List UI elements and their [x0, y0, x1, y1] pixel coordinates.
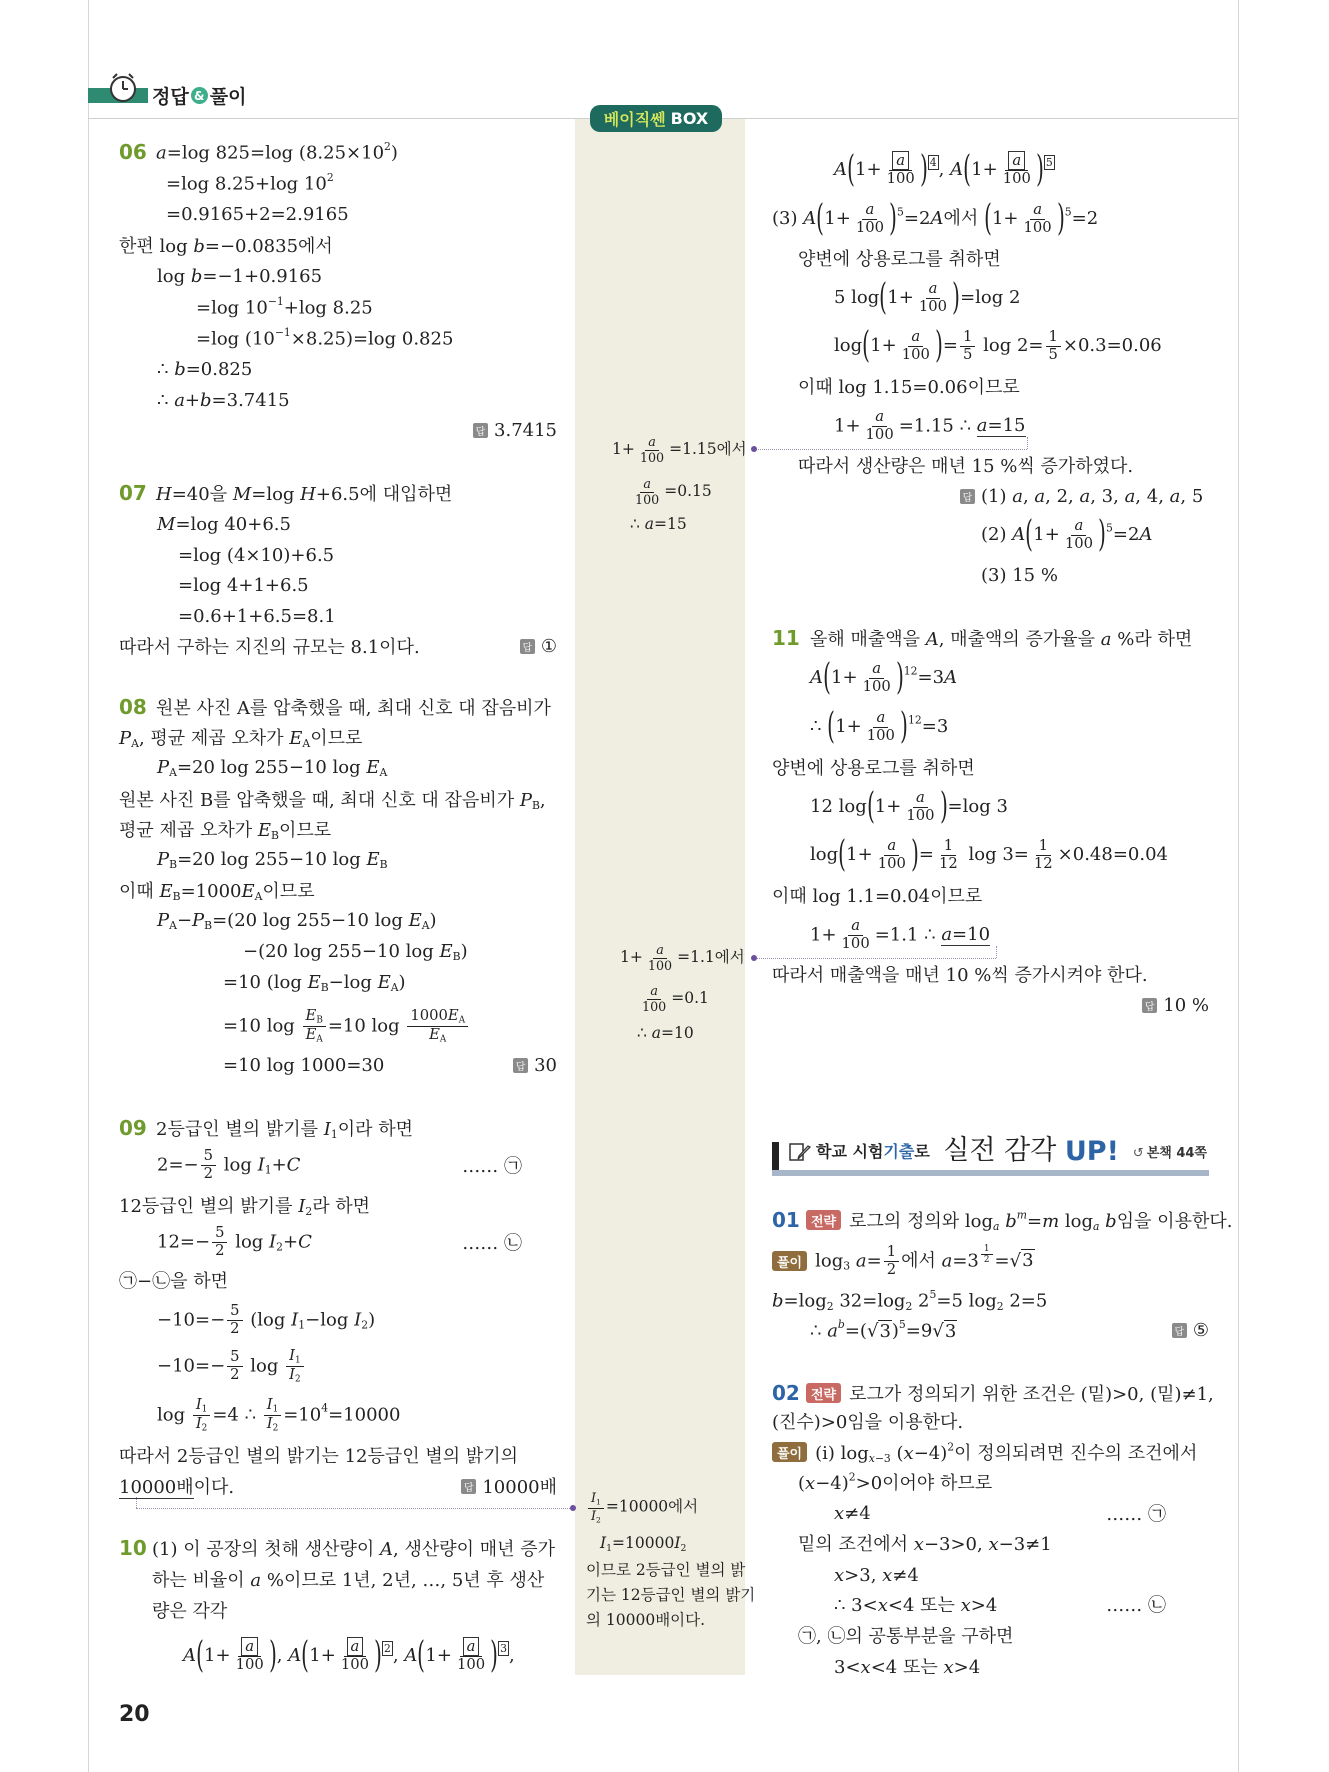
math-text: x>3, x≠4 [834, 1564, 919, 1586]
math-text: 따라서 구하는 지진의 규모는 8.1이다. [119, 637, 420, 658]
heading-big: 실전 감각 [943, 1135, 1065, 1166]
connector-line [996, 946, 997, 958]
math-text: 양변에 상용로그를 취하면 [772, 758, 975, 779]
math-text: log $\frac{I_1}{I_2}$ =4 ∴ $\frac{I_1}{I_2}$ $=10^4=10000$ [157, 1395, 401, 1434]
math-text: 10 % [1163, 994, 1209, 1016]
strategy-tag: 전략 [806, 1383, 841, 1403]
badge-label-a: 베이직쎈 [603, 110, 666, 129]
math-text: $P_A-P_B=(20$ log 255−10 $\log E_A$) [157, 909, 437, 933]
math-text: 2=− $\frac{5}{2}$ $\log I_1+C$ [157, 1146, 301, 1182]
strategy-tag: 전략 [806, 1210, 841, 1230]
section-title [152, 82, 246, 109]
math-text: ∴ $a^b=(√3)^5=9√3$ [810, 1318, 957, 1342]
math-text: 양변에 상용로그를 취하면 [798, 249, 1001, 270]
badge-label-b: BOX [670, 109, 709, 128]
math-text: ㉠−㉡을 하면 [119, 1271, 228, 1292]
answer-icon: 답 [513, 1058, 528, 1073]
math-text: (1) a, a, 2, a, 3, a, 4, a, 5 [981, 485, 1204, 507]
math-text: 10000배 [482, 1477, 557, 1498]
connector-dot [751, 446, 757, 452]
math-text: 따라서 매출액을 매년 10 %씩 증가시켜야 한다. [772, 965, 1148, 986]
math-text: =10 (log $E_B-\log$ $E_A$) [223, 971, 406, 995]
math-text: ∴ (1+ $\frac{a}{100}$ )$^{12}$=3 [810, 706, 949, 747]
connector-dot [570, 1505, 576, 1511]
math-text: 의 10000배이다. [586, 1611, 706, 1629]
math-text: 3.7415 [494, 419, 557, 441]
solution-tag: 풀이 [772, 1251, 807, 1271]
math-text: $\frac{a}{100}$ =0.1 [642, 982, 709, 1014]
math-text: $\log_3 a=$ $\frac{1}{2}$ 에서 a=3 $^{\frac{1}{2}}$ =√3 [815, 1242, 1034, 1278]
math-text: 1+ $\frac{a}{100}$ =1.15 ∴ a=15 [834, 407, 1026, 443]
math-text: =log 4+1+6.5 [178, 574, 309, 596]
answer-icon: 답 [1172, 1323, 1187, 1338]
answer-icon: 답 [473, 423, 488, 438]
math-text: (3) A(1+ $\frac{a}{100}$ )$^5$=2A에서 (1+ $\frac{a}{100}$ )$^5$=2 [772, 198, 1099, 239]
answer-icon: 답 [461, 1479, 476, 1494]
page-number: 20 [119, 1702, 150, 1727]
math-text: 12 log(1+ $\frac{a}{100}$ )=log 3 [810, 786, 1008, 827]
math-text: $b=\log_2$ $32=\log_2$ $2^5=5$ $\log_2 2=5$ [772, 1287, 1048, 1313]
math-text: 이때 log 1.15=0.06이므로 [798, 377, 1020, 398]
math-text: 3<x<4 또는 x>4 [834, 1657, 981, 1678]
math-text: ⑤ [1192, 1319, 1209, 1341]
math-text: 로그의 정의와 $\log_a b^m=m$ $\log_a b$임을 이용한다. [849, 1208, 1233, 1234]
math-text: log(1+ $\frac{a}{100}$ )= $\frac{1}{12}$ log 3= $\frac{1}{12}$ ×0.48=0.04 [810, 834, 1168, 875]
math-text: A(1+ $\frac{a}{100}$ ), A(1+ $\frac{a}{100}$ ) $^2$ , A(1+ $\frac{a}{100}$ ) $^3$ , [183, 1635, 515, 1676]
connector-line [136, 1508, 570, 1509]
math-text: 기는 12등급인 별의 밝기 [586, 1586, 756, 1604]
math-text: ∴ b=0.825 [157, 358, 253, 380]
connector-dot [751, 955, 757, 961]
math-text: log b=−1+0.9165 [157, 265, 323, 287]
heading-up: UP! [1064, 1136, 1119, 1167]
math-text: 1+ $\frac{a}{100}$ =1.1에서 [620, 941, 745, 973]
math-text: 12=− $\frac{5}{2}$ $\log I_2+C$ [157, 1223, 312, 1259]
math-text: ∴ a=15 [630, 515, 687, 533]
basic-box-column [575, 119, 745, 1675]
basic-box-badge [590, 105, 722, 132]
math-text: (2) A(1+ $\frac{a}{100}$ )$^5$=2A [981, 514, 1153, 555]
page-border-left [88, 0, 89, 1772]
connector-line [755, 449, 1027, 450]
math-text: $(x-4)^2>0$이어야 하므로 [798, 1470, 993, 1494]
page-border-right [1238, 0, 1239, 1772]
ampersand-badge: & [191, 87, 208, 104]
math-text: a=log 825=log $(8.25\times 10^2)$ [156, 140, 398, 164]
math-text: =log $10^{-1}+\log$ 8.25 [196, 295, 373, 319]
math-text: ㉠, ㉡의 공통부분을 구하면 [798, 1626, 1014, 1647]
math-text: 올해 매출액을 A, 매출액의 증가율을 a %라 하면 [810, 629, 1193, 650]
answer-icon: 답 [1142, 998, 1157, 1013]
math-text: $I_1=10000I_2$ [600, 1534, 687, 1554]
math-text: −10=− $\frac{5}{2}$ (log $I_1-\log$ $I_2$) [157, 1301, 376, 1337]
math-text: (1) 이 공장의 첫해 생산량이 A, 생산량이 매년 증가 [152, 1539, 555, 1560]
alarm-clock-icon [108, 70, 138, 104]
math-text: 량은 각각 [152, 1601, 228, 1622]
math-text: 평균 제곱 오차가 $E_B$이므로 [119, 819, 332, 843]
connector-line [136, 1497, 137, 1508]
math-text: 이때 log 1.1=0.04이므로 [772, 886, 983, 907]
connector-line [755, 958, 996, 959]
math-text: $P_B=20$ log 255−10 $\log E_B$ [157, 848, 388, 872]
math-text: $\frac{a}{100}$ =0.15 [635, 475, 712, 507]
math-text: 한편 log b=−0.0835에서 [119, 236, 333, 257]
math-text: ① [540, 635, 557, 657]
math-text: log(1+ $\frac{a}{100}$ )= $\frac{1}{5}$ log 2= $\frac{1}{5}$ ×0.3=0.06 [834, 325, 1162, 366]
math-text: 따라서 생산량은 매년 15 %씩 증가하였다. [798, 456, 1134, 477]
math-text: 따라서 2등급인 별의 밝기는 12등급인 별의 밝기의 [119, 1446, 519, 1467]
math-text: 30 [534, 1054, 557, 1076]
math-text: $\frac{I_1}{I_2}$ =10000에서 [586, 1491, 698, 1524]
math-text: −(20 log 255−10 $\log E_B$) [243, 940, 468, 964]
math-text: 하는 비율이 a %이므로 1년, 2년, …, 5년 후 생산 [152, 1570, 545, 1591]
math-text: 이때 $E_B=1000E_A$이므로 [119, 880, 315, 904]
answer-icon: 답 [520, 639, 535, 654]
math-text: 1+ $\frac{a}{100}$ =1.1 ∴ a=10 [810, 916, 991, 952]
math-text: M=log 40+6.5 [157, 513, 291, 535]
math-text: 10000배이다. [119, 1477, 235, 1498]
math-text: 1+ $\frac{a}{100}$ =1.15에서 [612, 433, 747, 465]
solution-tag: 풀이 [772, 1442, 807, 1462]
math-text: x≠4 [834, 1502, 871, 1524]
math-text: (3) 15 % [981, 564, 1058, 586]
math-text: ∴ a+b=3.7415 [157, 389, 290, 411]
math-text: 12등급인 별의 밝기를 $I_2$라 하면 [119, 1195, 371, 1219]
math-text: H=40을 M=log H+6.5에 대입하면 [156, 484, 453, 505]
title-solution: 풀이 [209, 86, 247, 108]
section-heading [772, 1135, 1209, 1169]
math-text: 5 log(1+ $\frac{a}{100}$ )=log 2 [834, 277, 1021, 318]
math-text: 원본 사진 B를 압축했을 때, 최대 신호 대 잡음비가 $P_B$, [119, 789, 546, 813]
textbook-page-reference: 본책 44쪽 [1146, 1146, 1207, 1161]
math-text: (i) $\log_{x-3} (x-4)^2$이 정의되려면 진수의 조건에서 [815, 1440, 1198, 1466]
section-underline [772, 1170, 1209, 1176]
math-text: 2등급인 별의 밝기를 $I_1$이라 하면 [156, 1118, 414, 1142]
math-text: =0.9165+2=2.9165 [166, 203, 349, 225]
title-answer: 정답 [152, 86, 189, 108]
math-text: 로그가 정의되기 위한 조건은 (밑)>0, (밑)≠1, [849, 1384, 1214, 1405]
math-text: 이므로 2등급인 별의 밝 [586, 1561, 746, 1579]
math-text: =log 8.25+log $10^2$ [166, 171, 334, 195]
math-text: −10=− $\frac{5}{2}$ log $\frac{I_1}{I_2}$ [157, 1348, 306, 1385]
math-text: =10 log 1000=30 [223, 1054, 385, 1076]
connector-line [1027, 437, 1028, 449]
math-text: A(1+ $\frac{a}{100}$ ) $^4$ , A(1+ $\frac{a}{100}$ ) $^5$ [834, 149, 1053, 190]
math-text: =log (4×10)+6.5 [178, 544, 335, 566]
heading-text: 학교 시험 [816, 1142, 884, 1161]
math-text: A(1+ $\frac{a}{100}$ )$^{12}$=3A [810, 657, 958, 698]
math-text: $P_A$, 평균 제곱 오차가 $E_A$이므로 [119, 727, 363, 751]
pencil-note-icon [788, 1141, 812, 1163]
math-text: ∴ a=10 [637, 1024, 694, 1042]
heading-text: 로 [914, 1142, 936, 1161]
math-text: 원본 사진 A를 압축했을 때, 최대 신호 대 잡음비가 [156, 698, 551, 719]
math-text: 밑의 조건에서 x−3>0, x−3≠1 [798, 1534, 1052, 1555]
math-text: =log $(10^{-1}\times 8.25)=\log$ 0.825 [196, 326, 454, 350]
math-text: $P_A=20$ log 255−10 $\log E_A$ [157, 756, 388, 780]
math-text: =0.6+1+6.5=8.1 [178, 605, 336, 627]
math-text: (진수)>0임을 이용한다. [772, 1412, 964, 1433]
math-text: ∴ 3<x<4 또는 x>4 [834, 1595, 998, 1616]
math-text: =10 log $\frac{E_B}{E_A}$ =10 log $\frac{1000E_A}{E_A}$ [223, 1008, 470, 1045]
refresh-icon: ↺ [1132, 1146, 1144, 1161]
answer-icon: 답 [960, 489, 975, 504]
heading-highlight: 기출 [883, 1142, 915, 1161]
